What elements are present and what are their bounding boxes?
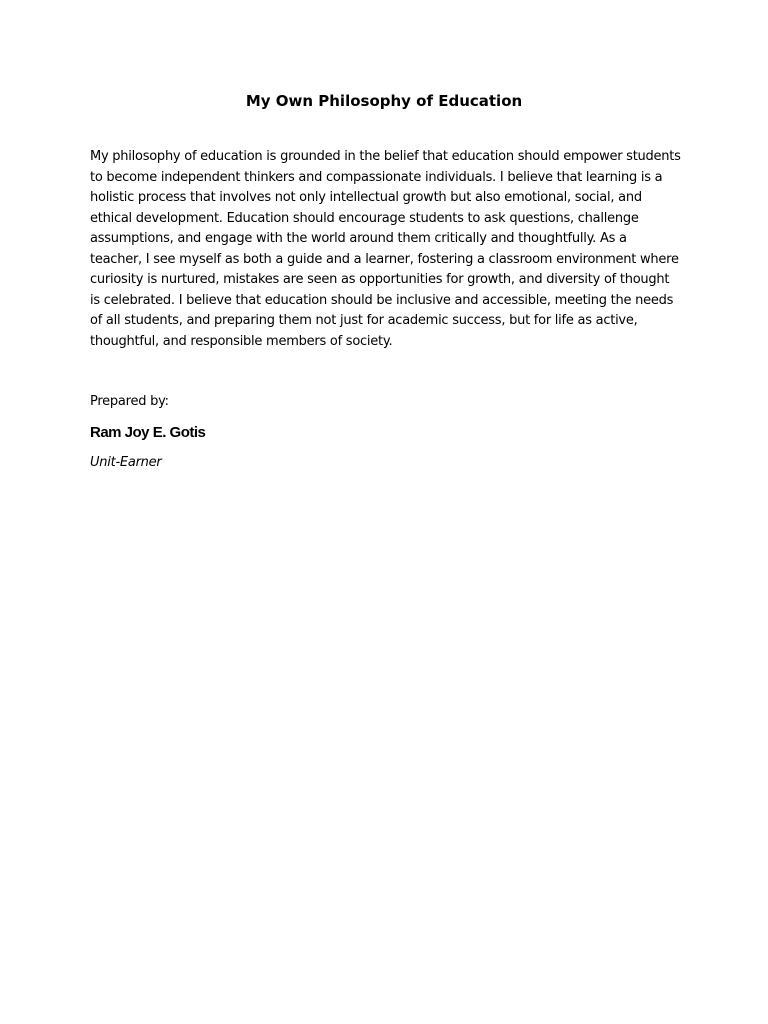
prepared-by-label: Prepared by: (90, 394, 169, 409)
document-title: My Own Philosophy of Education (245, 92, 523, 110)
author-name: Ram Joy E. Gotis (90, 424, 206, 441)
philosophy-paragraph: My philosophy of education is grounded in the belief that education should empower students to become independent thinkers and compassionate individuals. I believe that learning is a holistic process that involves not only intellectual growth but also emotional, social, and ethical development. Education should encourage students to ask questions, challenge assumptions, and engage with the world around them critically and thoughtfully. As a teacher, I see myself as both a guide and a learner, fostering a classroom environment where curiosity is nurtured, mistakes are seen as opportunities for growth, and diversity of thought is celebrated. I believe that education should be inclusive and accessible, meeting the needs of all students, and preparing them not just for academic success, but for life as active, thoughtful, and responsible members of society. (90, 149, 681, 349)
author-role: Unit-Earner (90, 455, 162, 470)
